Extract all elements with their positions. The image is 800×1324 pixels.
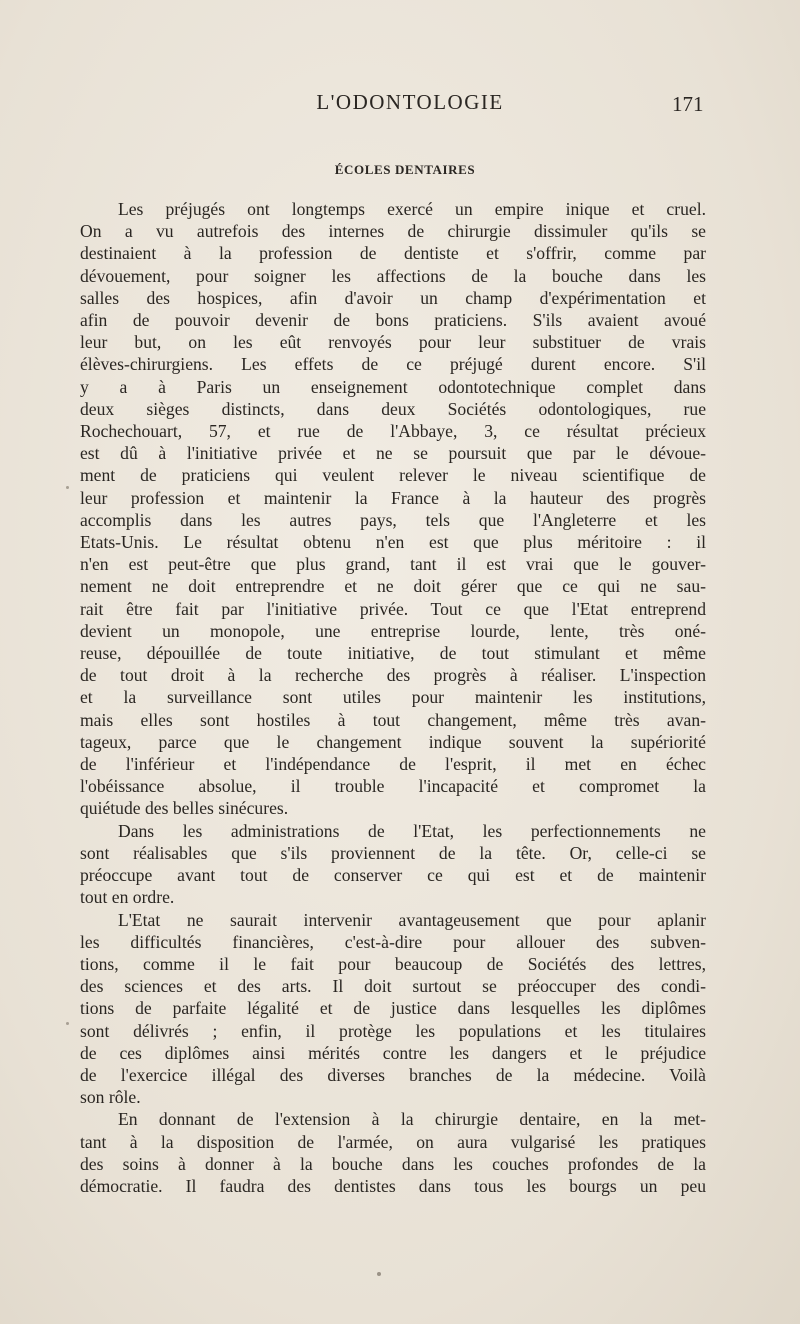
- text-line: de tout droit à la recherche des progrès à réaliser. L'inspection: [80, 665, 706, 686]
- text-line: y a à Paris un enseignement odontotechnique complet dans: [80, 376, 706, 397]
- text-line: destinaient à la profession de dentiste et s'offrir, comme par: [80, 243, 706, 264]
- text-line: l'obéissance absolue, il trouble l'incapacité et compromet la: [80, 776, 706, 797]
- text-line: des sciences et des arts. Il doit surtout se préoccuper des condi-: [80, 976, 706, 997]
- text-line: tout en ordre.: [80, 887, 175, 908]
- text-line: accomplis dans les autres pays, tels que l'Angleterre et les: [80, 509, 706, 530]
- text-line: tant à la disposition de l'armée, on aura vulgarisé les pratiques: [80, 1131, 706, 1152]
- text-line: devient un monopole, une entreprise lourde, lente, très oné-: [80, 620, 706, 641]
- journal-title: L'ODONTOLOGIE: [316, 90, 504, 114]
- text-line: En donnant de l'extension à la chirurgie dentaire, en la met-: [118, 1109, 706, 1130]
- text-line: leur but, on les eût renvoyés pour leur substituer de vrais: [80, 332, 706, 353]
- body-text: [80, 198, 706, 1197]
- text-line: afin de pouvoir devenir de bons praticiens. S'ils avaient avoué: [80, 310, 706, 331]
- text-line: tions de parfaite légalité et de justice dans lesquelles les diplômes: [80, 998, 706, 1019]
- text-line: Rochechouart, 57, et rue de l'Abbaye, 3, ce résultat précieux: [80, 421, 706, 442]
- text-line: élèves-chirurgiens. Les effets de ce préjugé durent encore. S'il: [80, 354, 706, 375]
- text-line: L'Etat ne saurait intervenir avantageusement que pour aplanir: [118, 909, 706, 930]
- text-line: dévouement, pour soigner les affections de la bouche dans les: [80, 265, 706, 286]
- text-line: n'en est peut-être que plus grand, tant il est vrai que le gouver-: [80, 554, 706, 575]
- text-line: de ces diplômes ainsi mérités contre les dangers et le préjudice: [80, 1042, 706, 1063]
- section-heading: ÉCOLES DENTAIRES: [334, 162, 476, 177]
- text-line: tions, comme il le fait pour beaucoup de Sociétés des lettres,: [80, 953, 706, 974]
- text-line: des soins à donner à la bouche dans les couches profondes de la: [80, 1153, 706, 1174]
- page-number: 171: [672, 92, 704, 116]
- text-line: sont réalisables que s'ils proviennent de la tête. Or, celle-ci se: [80, 842, 706, 863]
- paper-speck: [66, 486, 69, 489]
- text-line: est dû à l'initiative privée et ne se poursuit que par le dévoue-: [80, 443, 706, 464]
- text-line: nement ne doit entreprendre et ne doit gérer que ce qui ne sau-: [80, 576, 706, 597]
- text-line: Les préjugés ont longtemps exercé un empire inique et cruel.: [118, 199, 706, 219]
- text-line: Etats-Unis. Le résultat obtenu n'en est que plus méritoire : il: [80, 532, 706, 553]
- text-line: deux sièges distincts, dans deux Sociétés odontologiques, rue: [80, 398, 706, 419]
- text-line: quiétude des belles sinécures.: [80, 798, 289, 819]
- text-line: rait être fait par l'initiative privée. Tout ce que l'Etat entreprend: [80, 598, 706, 619]
- text-line: préoccupe avant tout de conserver ce qui est et de maintenir: [80, 865, 706, 886]
- text-line: Dans les administrations de l'Etat, les perfectionnements ne: [118, 820, 706, 841]
- text-line: salles des hospices, afin d'avoir un champ d'expérimentation et: [80, 287, 706, 308]
- text-line: leur profession et maintenir la France à la hauteur des progrès: [80, 487, 706, 508]
- text-line: démocratie. Il faudra des dentistes dans tous les bourgs un peu: [80, 1175, 706, 1196]
- running-head: [0, 90, 800, 120]
- text-line: de l'inférieur et l'indépendance de l'esprit, il met en échec: [80, 754, 706, 775]
- text-line: ment de praticiens qui veulent relever le niveau scientifique de: [80, 465, 706, 486]
- text-line: son rôle.: [80, 1087, 141, 1108]
- text-line: les difficultés financières, c'est-à-dire pour allouer des subven-: [80, 931, 706, 952]
- paper-speck: [66, 1022, 69, 1025]
- text-line: On a vu autrefois des internes de chirurgie dissimuler qu'ils se: [80, 221, 706, 242]
- paper-speck: [377, 1272, 381, 1276]
- text-line: et la surveillance sont utiles pour maintenir les institutions,: [80, 687, 706, 708]
- text-line: de l'exercice illégal des diverses branches de la médecine. Voilà: [80, 1064, 706, 1085]
- text-line: reuse, dépouillée de toute initiative, de tout stimulant et même: [80, 643, 706, 664]
- text-line: sont délivrés ; enfin, il protège les populations et les titulaires: [80, 1020, 706, 1041]
- text-line: tageux, parce que le changement indique souvent la supériorité: [80, 731, 706, 752]
- text-line: mais elles sont hostiles à tout changement, même très avan-: [80, 709, 706, 730]
